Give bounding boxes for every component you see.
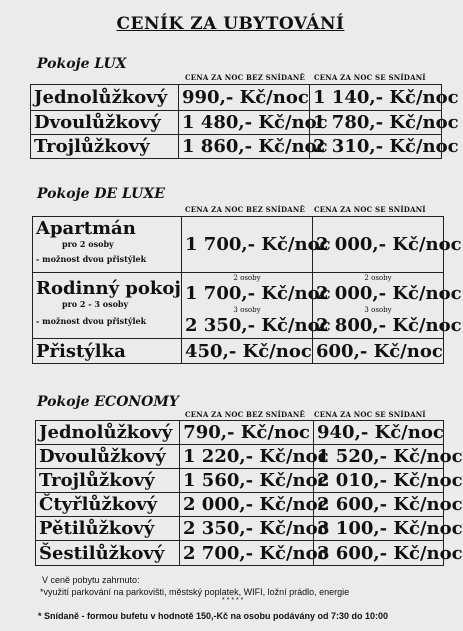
table-row (31, 85, 442, 111)
table-row (36, 445, 444, 469)
lux-price-table (30, 84, 459, 159)
table-row (31, 111, 442, 135)
table-row (36, 421, 444, 445)
economy-price-table (35, 420, 463, 566)
price-with-breakfast: 1 780,- Kč/noc (310, 111, 442, 135)
price-with-breakfast: 2 000,- Kč/noc (313, 217, 444, 273)
price-with-breakfast: 3 100,- Kč/noc (314, 517, 444, 541)
price-with-breakfast: 2 600,- Kč/noc (314, 493, 444, 517)
price-with-breakfast-3-persons: 2 800,- Kč/noc (316, 315, 462, 336)
table-row (36, 469, 444, 493)
section-heading-deluxe: Pokoje DE LUXE (37, 186, 165, 202)
column-header-without-breakfast: CENA ZA NOC BEZ SNÍDANĚ (185, 73, 306, 82)
price-with-breakfast: 1 140,- Kč/noc (310, 85, 442, 111)
table-row (31, 135, 442, 159)
room-name: Apartmán (36, 218, 136, 239)
price-without-breakfast-2-persons: 1 700,- Kč/noc (185, 283, 331, 304)
page-title: CENÍK ZA UBYTOVÁNÍ (116, 14, 345, 34)
column-header-with-breakfast: CENA ZA NOC SE SNÍDANÍ (314, 410, 426, 419)
price-without-breakfast: 1 480,- Kč/noc (179, 111, 310, 135)
room-name: Šestilůžkový (36, 541, 180, 566)
persons-label: 3 osoby (233, 306, 261, 314)
section-heading-lux: Pokoje LUX (37, 56, 127, 72)
price-without-breakfast: 2 700,- Kč/noc (180, 541, 314, 566)
price-without-breakfast: 1 700,- Kč/noc (182, 217, 313, 273)
room-name: Rodinný pokoj (36, 278, 181, 299)
column-header-without-breakfast: CENA ZA NOC BEZ SNÍDANĚ (185, 410, 306, 419)
column-header-with-breakfast: CENA ZA NOC SE SNÍDANÍ (314, 205, 426, 214)
room-capacity: pro 2 osoby (62, 238, 114, 249)
persons-label: 3 osoby (364, 306, 392, 314)
price-with-breakfast: 2 310,- Kč/noc (310, 135, 442, 159)
included-title: V ceně pobytu zahrnuto: (42, 575, 140, 585)
table-row (36, 493, 444, 517)
persons-label: 2 osoby (364, 274, 392, 282)
column-header-without-breakfast: CENA ZA NOC BEZ SNÍDANĚ (185, 205, 306, 214)
room-name: Jednolůžkový (31, 85, 179, 111)
room-extra-beds: - možnost dvou přistýlek (36, 253, 147, 264)
price-without-breakfast: 990,- Kč/noc (179, 85, 310, 111)
room-name: Trojlůžkový (31, 135, 179, 159)
price-without-breakfast: 1 560,- Kč/noc (180, 469, 314, 493)
room-cell-rodinny (33, 273, 182, 339)
table-row (33, 339, 444, 364)
room-name: Přistýlka (33, 339, 182, 364)
table-row (33, 273, 444, 339)
price-without-breakfast: 1 220,- Kč/noc (180, 445, 314, 469)
price-without-breakfast: 1 860,- Kč/noc (179, 135, 310, 159)
price-with-breakfast: 3 600,- Kč/noc (314, 541, 444, 566)
table-row (36, 541, 444, 566)
room-name: Pětilůžkový (36, 517, 180, 541)
price-without-breakfast: 450,- Kč/noc (182, 339, 313, 364)
table-row (33, 217, 444, 273)
room-extra-beds: - možnost dvou přistýlek (36, 315, 147, 326)
included-items: *využití parkování na parkovišti, městský poplatek, WIFI, ložní prádlo, energie (40, 587, 350, 597)
price-without-breakfast: 790,- Kč/noc (180, 421, 314, 445)
price-without-breakfast-3-persons: 2 350,- Kč/noc (185, 315, 331, 336)
room-name: Čtyřlůžkový (36, 493, 180, 517)
price-with-breakfast: 600,- Kč/noc (313, 339, 444, 364)
divider-stars: * * * * * (222, 597, 244, 604)
price-with-breakfast-cell (313, 273, 462, 339)
persons-label: 2 osoby (233, 274, 261, 282)
room-name: Jednolůžkový (36, 421, 180, 445)
section-heading-economy: Pokoje ECONOMY (37, 394, 179, 410)
price-with-breakfast: 1 520,- Kč/noc (314, 445, 444, 469)
price-with-breakfast-2-persons: 2 000,- Kč/noc (316, 283, 462, 304)
room-cell-apartman (33, 217, 182, 273)
room-name: Dvoulůžkový (31, 111, 179, 135)
breakfast-note: * Snídaně - formou bufetu v hodnotě 150,-Kč na osobu podávány od 7:30 do 10:00 (38, 611, 389, 621)
price-with-breakfast: 940,- Kč/noc (314, 421, 444, 445)
column-header-with-breakfast: CENA ZA NOC SE SNÍDANÍ (314, 73, 426, 82)
price-without-breakfast-cell (182, 273, 331, 339)
room-name: Trojlůžkový (36, 469, 180, 493)
deluxe-price-table (32, 216, 462, 364)
price-without-breakfast: 2 000,- Kč/noc (180, 493, 314, 517)
price-without-breakfast: 2 350,- Kč/noc (180, 517, 314, 541)
table-row (36, 517, 444, 541)
price-with-breakfast: 2 010,- Kč/noc (314, 469, 444, 493)
room-name: Dvoulůžkový (36, 445, 180, 469)
room-capacity: pro 2 - 3 osoby (62, 298, 129, 309)
